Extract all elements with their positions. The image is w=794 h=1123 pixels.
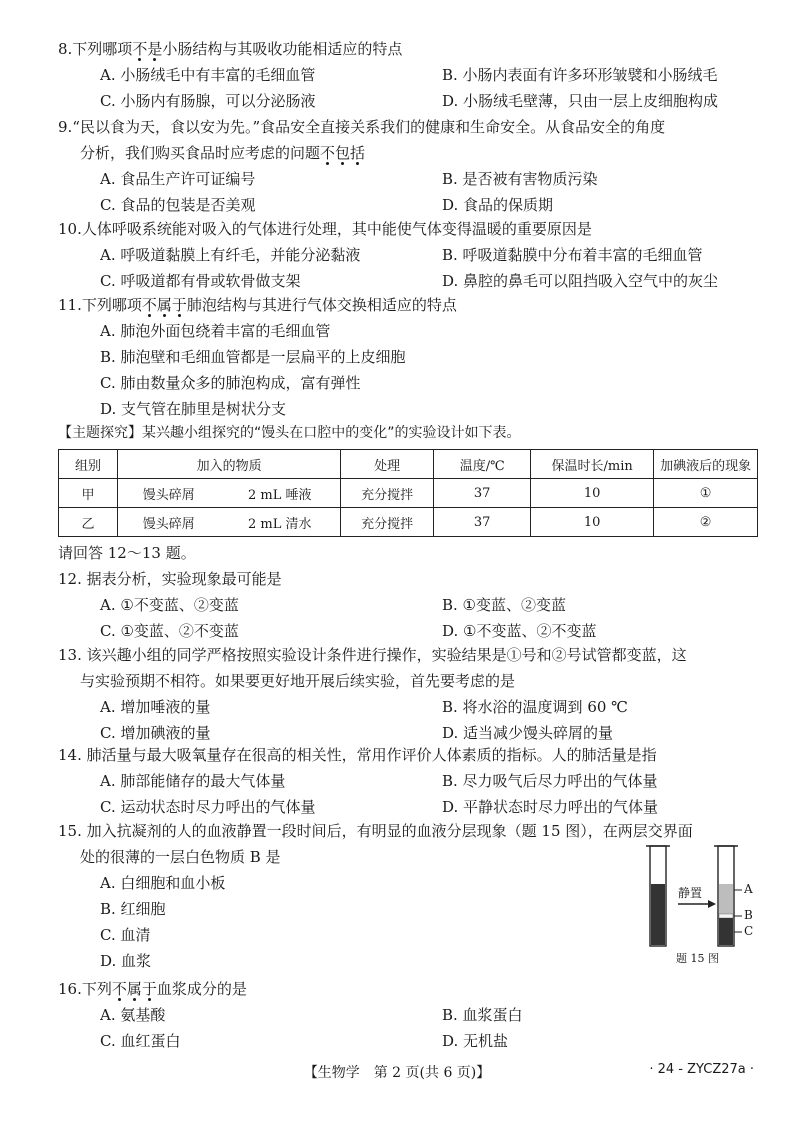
option-row xyxy=(58,1002,758,1028)
option-row xyxy=(58,88,758,114)
table-cell: 37 xyxy=(434,479,531,508)
stem-text: 16.下列 xyxy=(58,980,112,998)
table-header: 保温时长/min xyxy=(531,450,654,479)
emphasis-char: 不 xyxy=(132,40,148,58)
emphasis-char: 包 xyxy=(335,144,351,162)
topic-intro: 【主题探究】某兴趣小组探究的“馒头在口腔中的变化”的实验设计如下表。 xyxy=(58,425,521,441)
option-row xyxy=(58,618,758,644)
table-cell: 10 xyxy=(531,479,654,508)
emphasis-char: 不 xyxy=(320,144,336,162)
option-row xyxy=(58,1028,758,1054)
stem-text: 分析，我们购买食品时应考虑的问题 xyxy=(80,144,321,162)
option-row xyxy=(58,166,758,192)
table-header: 温度/℃ xyxy=(434,450,531,479)
blood-layer-figure xyxy=(636,838,766,968)
option-d[interactable]: D. 小肠绒毛壁薄，只由一层上皮细胞构成 xyxy=(442,92,719,110)
question-stem-cont: 与实验预期不相符。如果要更好地开展后续实验，首先要考虑的是 xyxy=(80,672,516,690)
question-stem: 14. 肺活量与最大吸氧量存在很高的相关性，常用作评价人体素质的指标。人的肺活量是指 xyxy=(58,746,657,764)
option-d[interactable]: D. 血浆 xyxy=(100,952,152,970)
emphasis-char: 括 xyxy=(350,144,366,162)
stem-text: 小肠结构与其吸收功能相适应的特点 xyxy=(162,40,403,58)
option-a[interactable]: A. 氨基酸 xyxy=(100,1006,166,1024)
table-cell: 37 xyxy=(434,508,531,537)
option-row xyxy=(58,694,758,720)
option-a[interactable]: A. 白细胞和血小板 xyxy=(100,874,226,892)
footer-page-info: 【生物学 第 2 页(共 6 页)】 xyxy=(303,1065,491,1081)
option-b[interactable]: B. 尽力吸气后尽力呼出的气体量 xyxy=(442,772,658,790)
option-d[interactable]: D. 支气管在肺里是树状分支 xyxy=(100,400,287,418)
option-a[interactable]: A. 肺部能储存的最大气体量 xyxy=(100,772,286,790)
option-a[interactable]: A. 食品生产许可证编号 xyxy=(100,170,256,188)
footer-code: · 24 - ZYCZ27a · xyxy=(649,1062,754,1077)
option-b[interactable]: B. 小肠内表面有许多环形皱襞和小肠绒毛 xyxy=(442,66,718,84)
option-c[interactable]: C. 呼吸道都有骨或软骨做支架 xyxy=(100,272,301,290)
option-d[interactable]: D. 适当减少馒头碎屑的量 xyxy=(442,724,614,742)
still-label: 静置 xyxy=(678,886,703,900)
blood-before xyxy=(651,884,665,945)
table-header: 加入的物质 xyxy=(118,450,341,479)
question-14 xyxy=(58,742,758,820)
option-row xyxy=(58,192,758,218)
table-header-row xyxy=(59,450,758,479)
table-cell: 2 mL 清水 xyxy=(219,508,340,537)
emphasis-char: 属 xyxy=(126,980,142,998)
answer-note xyxy=(58,540,758,566)
option-c[interactable]: C. 小肠内有肠腺，可以分泌肠液 xyxy=(100,92,316,110)
question-11 xyxy=(58,292,758,422)
question-stem-cont xyxy=(58,140,758,166)
table-cell: 馒头碎屑 xyxy=(118,508,220,537)
arrow-head xyxy=(708,900,716,908)
question-stem xyxy=(58,36,758,62)
note-text: 请回答 12～13 题。 xyxy=(58,544,196,562)
option-d[interactable]: D. 无机盐 xyxy=(442,1032,509,1050)
option-b[interactable]: B. 将水浴的温度调到 60 ℃ xyxy=(442,698,628,716)
question-8 xyxy=(58,36,758,114)
label-c: C xyxy=(744,924,754,938)
question-12 xyxy=(58,566,758,644)
question-stem: 15. 加入抗凝剂的人的血液静置一段时间后，有明显的血液分层现象（题 15 图），在两层交界面 xyxy=(58,822,693,840)
table-header: 加碘液后的现象 xyxy=(654,450,758,479)
table-header: 组别 xyxy=(59,450,118,479)
question-stem: 13. 该兴趣小组的同学严格按照实验设计条件进行操作，实验结果是①号和②号试管都变蓝，这 xyxy=(58,646,687,664)
option-a[interactable]: A. 小肠绒毛中有丰富的毛细血管 xyxy=(100,66,316,84)
question-stem xyxy=(58,292,758,318)
label-b: B xyxy=(744,908,753,922)
option-b[interactable]: B. 肺泡壁和毛细血管都是一层扁平的上皮细胞 xyxy=(100,348,406,366)
stem-text: 血浆成分的是 xyxy=(156,980,247,998)
table-cell: 甲 xyxy=(59,479,118,508)
layer-b xyxy=(719,914,733,918)
option-a[interactable]: A. 增加唾液的量 xyxy=(100,698,211,716)
stem-text: 11.下列哪项 xyxy=(58,296,142,314)
option-b[interactable]: B. 呼吸道黏膜中分布着丰富的毛细血管 xyxy=(442,246,703,264)
table-cell: 乙 xyxy=(59,508,118,537)
option-d[interactable]: D. ①不变蓝、②不变蓝 xyxy=(442,622,597,640)
table-header: 处理 xyxy=(341,450,434,479)
option-a[interactable]: A. ①不变蓝、②变蓝 xyxy=(100,596,239,614)
option-c[interactable]: C. 运动状态时尽力呼出的气体量 xyxy=(100,798,316,816)
label-a: A xyxy=(744,882,753,896)
emphasis-char: 于 xyxy=(141,980,157,998)
question-stem: 12. 据表分析，实验现象最可能是 xyxy=(58,570,282,588)
option-c[interactable]: C. 血清 xyxy=(100,926,151,944)
table-cell: ① xyxy=(654,479,758,508)
option-d[interactable]: D. 鼻腔的鼻毛可以阻挡吸入空气中的灰尘 xyxy=(442,272,719,290)
option-d[interactable]: D. 食品的保质期 xyxy=(442,196,554,214)
question-16 xyxy=(58,976,758,1054)
option-row xyxy=(58,592,758,618)
option-c[interactable]: C. ①变蓝、②不变蓝 xyxy=(100,622,239,640)
table-row xyxy=(59,479,758,508)
emphasis-char: 于 xyxy=(171,296,187,314)
option-a[interactable]: A. 呼吸道黏膜上有纤毛，并能分泌黏液 xyxy=(100,246,361,264)
layer-a xyxy=(719,884,733,914)
option-b[interactable]: B. 是否被有害物质污染 xyxy=(442,170,598,188)
option-d[interactable]: D. 平静状态时尽力呼出的气体量 xyxy=(442,798,659,816)
table-cell: 10 xyxy=(531,508,654,537)
table-cell: 充分搅拌 xyxy=(341,479,434,508)
layer-c xyxy=(719,918,733,945)
question-13 xyxy=(58,642,758,746)
option-c[interactable]: C. 血红蛋白 xyxy=(100,1032,181,1050)
table-cell: 充分搅拌 xyxy=(341,508,434,537)
stem-text: 肺泡结构与其进行气体交换相适应的特点 xyxy=(186,296,457,314)
stem-text: 8.下列哪项 xyxy=(58,40,133,58)
emphasis-char: 属 xyxy=(156,296,172,314)
table-row xyxy=(59,508,758,537)
option-c[interactable]: C. 食品的包装是否美观 xyxy=(100,196,256,214)
question-stem: 9.“民以食为天，食以安为先。”食品安全直接关系我们的健康和生命安全。从食品安全的角度 xyxy=(58,118,666,136)
option-row xyxy=(58,242,758,268)
test-tubes-diagram xyxy=(636,838,766,968)
emphasis-char: 不 xyxy=(141,296,157,314)
experiment-table xyxy=(58,449,758,537)
option-b[interactable]: B. 血浆蛋白 xyxy=(442,1006,523,1024)
question-stem xyxy=(58,976,758,1002)
table-cell: 2 mL 唾液 xyxy=(219,479,340,508)
option-row xyxy=(58,268,758,294)
option-c[interactable]: C. 增加碘液的量 xyxy=(100,724,211,742)
figure-caption: 题 15 图 xyxy=(676,952,719,965)
emphasis-char: 不 xyxy=(111,980,127,998)
table-cell: 馒头碎屑 xyxy=(118,479,220,508)
option-b[interactable]: B. ①变蓝、②变蓝 xyxy=(442,596,567,614)
emphasis-char: 是 xyxy=(147,40,163,58)
option-a[interactable]: A. 肺泡外面包绕着丰富的毛细血管 xyxy=(100,322,331,340)
question-9 xyxy=(58,114,758,218)
question-stem-cont: 处的很薄的一层白色物质 B 是 xyxy=(80,848,281,866)
table-cell: ② xyxy=(654,508,758,537)
question-stem: 10.人体呼吸系统能对吸入的气体进行处理，其中能使气体变得温暖的重要原因是 xyxy=(58,220,592,238)
option-b[interactable]: B. 红细胞 xyxy=(100,900,166,918)
option-row xyxy=(58,62,758,88)
option-c[interactable]: C. 肺由数量众多的肺泡构成，富有弹性 xyxy=(100,374,361,392)
option-row xyxy=(58,794,758,820)
option-row xyxy=(58,768,758,794)
question-10 xyxy=(58,216,758,294)
